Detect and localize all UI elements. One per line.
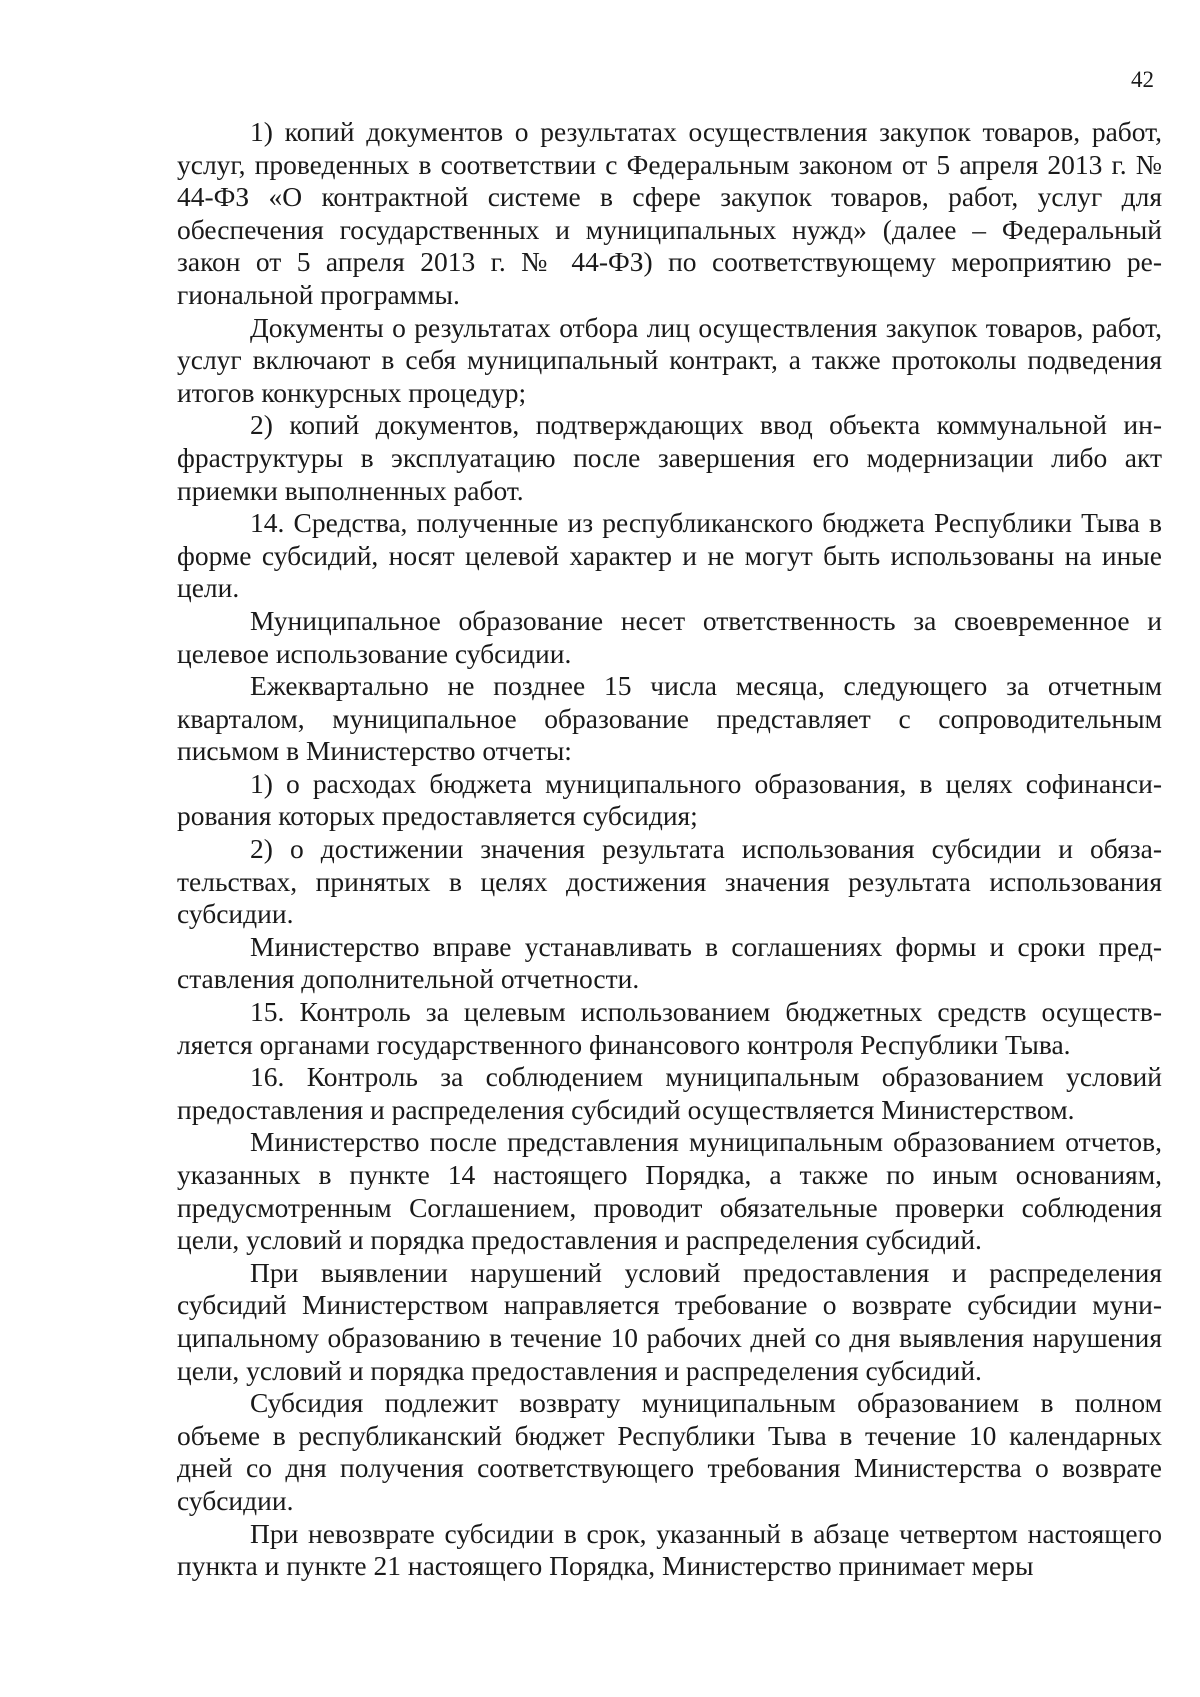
paragraph-6: Ежеквартально не позднее 15 числа месяца, следующего за отчетным кварталом, муниципальное образование представляет с сопроводительным письмом в Министерство отчеты:	[177, 670, 1162, 767]
paragraph-10: 15. Контроль за целевым использованием бюджетных средств осуществляется органами государственного финансового контроля Республики Тыва.	[177, 996, 1162, 1060]
paragraph-3: 2) копий документов, подтверждающих ввод объекта коммунальной инфраструктуры в эксплуатацию после завершения его модернизации либо акт приемки выполненных работ.	[177, 409, 1162, 506]
paragraph-8: 2) о достижении значения результата использования субсидии и обязательствах, принятых в целях достижения значения результата использования субсидии.	[177, 833, 1162, 930]
paragraph-13: При выявлении нарушений условий предоставления и распределения субсидий Министерством направляется требование о возврате субсидии муниципальному образованию в течение 10 рабочих дней со дня выявления нарушения цели, условий и порядка предоставления и распределения субсидий.	[177, 1256, 1162, 1386]
paragraph-4: 14. Средства, полученные из республиканского бюджета Республики Тыва в форме субсидий, носят целевой характер и не могут быть использованы на иные цели.	[177, 507, 1162, 604]
paragraph-5: Муниципальное образование несет ответственность за своевременное и целевое использование субсидии.	[177, 604, 1162, 669]
paragraph-15: При невозврате субсидии в срок, указанный в абзаце четвертом настоящего пункта и пункте 21 настоящего Порядка, Министерство принимает меры	[177, 1517, 1162, 1582]
paragraph-12: Министерство после представления муниципальным образованием отчетов, указанных в пункте 14 настоящего Порядка, а также по иным основаниям, предусмотренным Соглашением, проводит обязательные проверки соблюдения цели, условий и порядка предоставления и распределения субсидий.	[177, 1126, 1162, 1256]
document-body	[177, 116, 1162, 1583]
paragraph-7: 1) о расходах бюджета муниципального образования, в целях софинансирования которых предоставляется субсидия;	[177, 767, 1162, 832]
paragraph-2: Документы о результатах отбора лиц осуществления закупок товаров, работ, услуг включают в себя муниципальный контракт, а также протоколы подведения итогов конкурсных процедур;	[177, 311, 1162, 408]
paragraph-11: 16. Контроль за соблюдением муниципальным образованием условий предоставления и распределения субсидий осуществляется Министерством.	[177, 1061, 1162, 1125]
paragraph-1: 1) копий документов о результатах осуществления закупок товаров, работ, услуг, проведенных в соответствии с Федеральным законом от 5 апреля 2013 г. № 44-ФЗ «О контрактной системе в сфере закупок товаров, работ, услуг для обеспечения государственных и муниципальных нужд» (далее – Федеральный закон от 5 апреля 2013 г. № 44-ФЗ) по соответствующему мероприятию региональной программы.	[177, 116, 1162, 310]
paragraph-14: Субсидия подлежит возврату муниципальным образованием в полном объеме в республиканский бюджет Республики Тыва в течение 10 календарных дней со дня получения соответствующего требования Министерства о возврате субсидии.	[177, 1387, 1162, 1516]
page-number: 42	[1131, 67, 1154, 92]
paragraph-9: Министерство вправе устанавливать в соглашениях формы и сроки представления дополнительной отчетности.	[177, 930, 1162, 995]
